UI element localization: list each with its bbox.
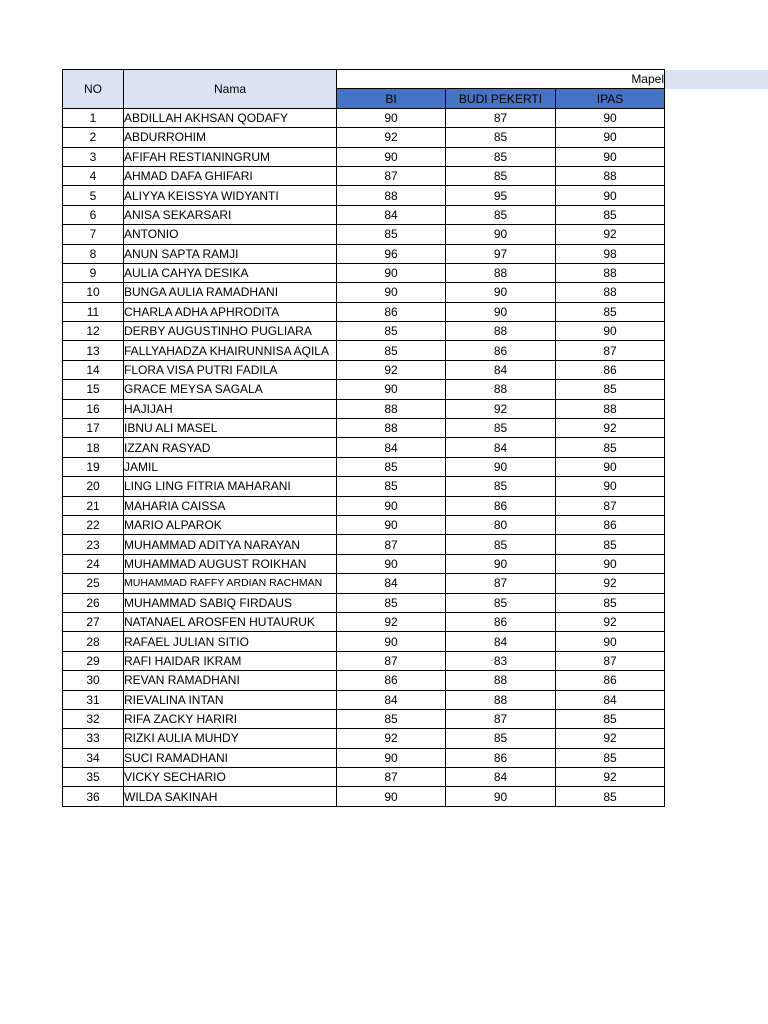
cell-ipas[interactable]: 92 (556, 612, 665, 631)
cell-budi-pekerti[interactable]: 85 (446, 535, 556, 554)
table-row (63, 380, 665, 399)
cell-nama[interactable]: RIFA ZACKY HARIRI (124, 709, 337, 728)
cell-ipas[interactable]: 87 (556, 341, 665, 360)
cell-budi-pekerti[interactable]: 85 (446, 128, 556, 147)
table-row (63, 729, 665, 748)
cell-bi[interactable]: 90 (337, 147, 446, 166)
cell-no[interactable]: 16 (63, 399, 124, 418)
cell-ipas[interactable]: 92 (556, 574, 665, 593)
cell-budi-pekerti[interactable]: 85 (446, 419, 556, 438)
cell-ipas[interactable]: 85 (556, 438, 665, 457)
cell-ipas[interactable]: 85 (556, 787, 665, 806)
cell-bi[interactable]: 90 (337, 515, 446, 534)
cell-bi[interactable]: 85 (337, 477, 446, 496)
cell-no[interactable]: 2 (63, 128, 124, 147)
cell-ipas[interactable]: 98 (556, 244, 665, 263)
cell-ipas[interactable]: 84 (556, 690, 665, 709)
table-row (63, 399, 665, 418)
cell-budi-pekerti[interactable]: 88 (446, 322, 556, 341)
header-row (63, 70, 665, 89)
cell-no[interactable]: 15 (63, 380, 124, 399)
table-row (63, 515, 665, 534)
cell-ipas[interactable]: 92 (556, 419, 665, 438)
cell-no[interactable]: 5 (63, 186, 124, 205)
cell-ipas[interactable]: 88 (556, 399, 665, 418)
cell-nama[interactable]: ABDILLAH AKHSAN QODAFY (124, 108, 337, 127)
cell-budi-pekerti[interactable]: 90 (446, 457, 556, 476)
cell-budi-pekerti[interactable]: 84 (446, 632, 556, 651)
cell-bi[interactable]: 90 (337, 108, 446, 127)
table-row (63, 205, 665, 224)
cell-ipas[interactable]: 88 (556, 283, 665, 302)
cell-no[interactable]: 27 (63, 612, 124, 631)
cell-budi-pekerti[interactable]: 80 (446, 515, 556, 534)
cell-ipas[interactable]: 90 (556, 632, 665, 651)
cell-nama[interactable]: ANTONIO (124, 225, 337, 244)
cell-bi[interactable]: 84 (337, 574, 446, 593)
table-row (63, 612, 665, 631)
cell-ipas[interactable]: 90 (556, 554, 665, 573)
cell-nama[interactable]: GRACE MEYSA SAGALA (124, 380, 337, 399)
cell-ipas[interactable]: 92 (556, 768, 665, 787)
cell-bi[interactable]: 96 (337, 244, 446, 263)
cell-no[interactable]: 18 (63, 438, 124, 457)
cell-budi-pekerti[interactable]: 84 (446, 768, 556, 787)
cell-bi[interactable]: 84 (337, 438, 446, 457)
header-mapel[interactable]: Mapel (337, 70, 665, 89)
cell-no[interactable]: 17 (63, 419, 124, 438)
cell-nama[interactable]: IZZAN RASYAD (124, 438, 337, 457)
cell-ipas[interactable]: 87 (556, 651, 665, 670)
cell-bi[interactable]: 90 (337, 554, 446, 573)
cell-bi[interactable]: 88 (337, 186, 446, 205)
cell-nama[interactable]: WILDA SAKINAH (124, 787, 337, 806)
cell-ipas[interactable]: 85 (556, 748, 665, 767)
cell-budi-pekerti[interactable]: 92 (446, 399, 556, 418)
score-table (62, 69, 665, 807)
cell-ipas[interactable]: 88 (556, 166, 665, 185)
cell-nama[interactable]: REVAN RAMADHANI (124, 671, 337, 690)
cell-bi[interactable]: 90 (337, 787, 446, 806)
cell-nama[interactable]: MUHAMMAD AUGUST ROIKHAN (124, 554, 337, 573)
header-no[interactable]: NO (63, 70, 124, 109)
mapel-header-extension (665, 70, 768, 89)
cell-budi-pekerti[interactable]: 86 (446, 496, 556, 515)
table-row (63, 768, 665, 787)
cell-no[interactable]: 13 (63, 341, 124, 360)
cell-no[interactable]: 23 (63, 535, 124, 554)
cell-nama[interactable]: MUHAMMAD SABIQ FIRDAUS (124, 593, 337, 612)
cell-nama[interactable]: RAFI HAIDAR IKRAM (124, 651, 337, 670)
cell-budi-pekerti[interactable]: 84 (446, 360, 556, 379)
cell-no[interactable]: 25 (63, 574, 124, 593)
cell-budi-pekerti[interactable]: 85 (446, 593, 556, 612)
cell-bi[interactable]: 86 (337, 671, 446, 690)
cell-no[interactable]: 29 (63, 651, 124, 670)
cell-bi[interactable]: 90 (337, 263, 446, 282)
cell-bi[interactable]: 90 (337, 283, 446, 302)
cell-budi-pekerti[interactable]: 85 (446, 477, 556, 496)
cell-budi-pekerti[interactable]: 86 (446, 341, 556, 360)
table-body (63, 108, 665, 806)
cell-ipas[interactable]: 92 (556, 225, 665, 244)
table-row (63, 341, 665, 360)
cell-ipas[interactable]: 88 (556, 263, 665, 282)
cell-nama[interactable]: FLORA VISA PUTRI FADILA (124, 360, 337, 379)
table-row (63, 554, 665, 573)
cell-no[interactable]: 9 (63, 263, 124, 282)
cell-no[interactable]: 22 (63, 515, 124, 534)
table-row (63, 709, 665, 728)
cell-budi-pekerti[interactable]: 84 (446, 438, 556, 457)
cell-bi[interactable]: 88 (337, 419, 446, 438)
cell-bi[interactable]: 92 (337, 612, 446, 631)
cell-nama[interactable]: VICKY SECHARIO (124, 768, 337, 787)
table-row (63, 574, 665, 593)
cell-budi-pekerti[interactable]: 90 (446, 302, 556, 321)
cell-bi[interactable]: 92 (337, 128, 446, 147)
cell-no[interactable]: 14 (63, 360, 124, 379)
cell-bi[interactable]: 85 (337, 709, 446, 728)
cell-budi-pekerti[interactable]: 97 (446, 244, 556, 263)
cell-no[interactable]: 31 (63, 690, 124, 709)
table-row (63, 147, 665, 166)
cell-nama[interactable]: HAJIJAH (124, 399, 337, 418)
cell-nama[interactable]: MUHAMMAD RAFFY ARDIAN RACHMAN (124, 574, 337, 593)
table-row (63, 166, 665, 185)
table-row (63, 225, 665, 244)
cell-bi[interactable]: 87 (337, 535, 446, 554)
cell-no[interactable]: 28 (63, 632, 124, 651)
cell-ipas[interactable]: 90 (556, 457, 665, 476)
cell-ipas[interactable]: 92 (556, 729, 665, 748)
header-ipas[interactable]: IPAS (556, 89, 665, 108)
cell-bi[interactable]: 85 (337, 593, 446, 612)
cell-bi[interactable]: 92 (337, 360, 446, 379)
cell-budi-pekerti[interactable]: 86 (446, 612, 556, 631)
header-nama[interactable]: Nama (124, 70, 337, 109)
table-row (63, 748, 665, 767)
cell-ipas[interactable]: 85 (556, 535, 665, 554)
table-row (63, 128, 665, 147)
cell-budi-pekerti[interactable]: 95 (446, 186, 556, 205)
cell-no[interactable]: 6 (63, 205, 124, 224)
cell-ipas[interactable]: 86 (556, 671, 665, 690)
table-row (63, 322, 665, 341)
table-row (63, 302, 665, 321)
cell-budi-pekerti[interactable]: 85 (446, 729, 556, 748)
table-row (63, 108, 665, 127)
cell-nama[interactable]: MUHAMMAD ADITYA NARAYAN (124, 535, 337, 554)
cell-ipas[interactable]: 85 (556, 205, 665, 224)
cell-nama[interactable]: ANUN SAPTA RAMJI (124, 244, 337, 263)
cell-bi[interactable]: 90 (337, 632, 446, 651)
table-row (63, 690, 665, 709)
cell-ipas[interactable]: 90 (556, 128, 665, 147)
cell-bi[interactable]: 85 (337, 225, 446, 244)
cell-no[interactable]: 4 (63, 166, 124, 185)
cell-budi-pekerti[interactable]: 87 (446, 574, 556, 593)
cell-nama[interactable]: ANISA SEKARSARI (124, 205, 337, 224)
cell-bi[interactable]: 87 (337, 166, 446, 185)
cell-no[interactable]: 30 (63, 671, 124, 690)
cell-no[interactable]: 32 (63, 709, 124, 728)
cell-ipas[interactable]: 87 (556, 496, 665, 515)
table-row (63, 787, 665, 806)
cell-ipas[interactable]: 90 (556, 322, 665, 341)
cell-bi[interactable]: 92 (337, 729, 446, 748)
cell-nama[interactable]: LING LING FITRIA MAHARANI (124, 477, 337, 496)
cell-bi[interactable]: 88 (337, 399, 446, 418)
cell-ipas[interactable]: 85 (556, 380, 665, 399)
cell-budi-pekerti[interactable]: 86 (446, 748, 556, 767)
cell-nama[interactable]: AULIA CAHYA DESIKA (124, 263, 337, 282)
cell-nama[interactable]: AFIFAH RESTIANINGRUM (124, 147, 337, 166)
cell-no[interactable]: 3 (63, 147, 124, 166)
table-row (63, 186, 665, 205)
cell-budi-pekerti[interactable]: 90 (446, 554, 556, 573)
cell-budi-pekerti[interactable]: 83 (446, 651, 556, 670)
cell-no[interactable]: 20 (63, 477, 124, 496)
cell-budi-pekerti[interactable]: 87 (446, 709, 556, 728)
cell-no[interactable]: 8 (63, 244, 124, 263)
header-budi-pekerti[interactable]: BUDI PEKERTI (446, 89, 556, 108)
table-row (63, 244, 665, 263)
table-row (63, 671, 665, 690)
header-bi[interactable]: BI (337, 89, 446, 108)
cell-budi-pekerti[interactable]: 88 (446, 690, 556, 709)
cell-no[interactable]: 12 (63, 322, 124, 341)
table-row (63, 283, 665, 302)
cell-bi[interactable]: 85 (337, 322, 446, 341)
table-row (63, 496, 665, 515)
cell-nama[interactable]: MAHARIA CAISSA (124, 496, 337, 515)
cell-nama[interactable]: ABDURROHIM (124, 128, 337, 147)
cell-nama[interactable]: ALIYYA KEISSYA WIDYANTI (124, 186, 337, 205)
cell-bi[interactable]: 86 (337, 302, 446, 321)
cell-budi-pekerti[interactable]: 85 (446, 166, 556, 185)
cell-budi-pekerti[interactable]: 87 (446, 108, 556, 127)
cell-budi-pekerti[interactable]: 90 (446, 225, 556, 244)
cell-nama[interactable]: RIZKI AULIA MUHDY (124, 729, 337, 748)
score-sheet (62, 69, 665, 807)
cell-no[interactable]: 34 (63, 748, 124, 767)
cell-nama[interactable]: MARIO ALPAROK (124, 515, 337, 534)
cell-ipas[interactable]: 90 (556, 108, 665, 127)
table-row (63, 438, 665, 457)
cell-budi-pekerti[interactable]: 85 (446, 205, 556, 224)
cell-bi[interactable]: 87 (337, 651, 446, 670)
cell-nama[interactable]: NATANAEL AROSFEN HUTAURUK (124, 612, 337, 631)
cell-ipas[interactable]: 85 (556, 709, 665, 728)
cell-no[interactable]: 19 (63, 457, 124, 476)
table-row (63, 419, 665, 438)
cell-no[interactable]: 11 (63, 302, 124, 321)
cell-ipas[interactable]: 86 (556, 515, 665, 534)
cell-budi-pekerti[interactable]: 85 (446, 147, 556, 166)
cell-nama[interactable]: RAFAEL JULIAN SITIO (124, 632, 337, 651)
cell-ipas[interactable]: 85 (556, 593, 665, 612)
table-row (63, 632, 665, 651)
table-row (63, 360, 665, 379)
cell-nama[interactable]: SUCI RAMADHANI (124, 748, 337, 767)
cell-budi-pekerti[interactable]: 88 (446, 263, 556, 282)
cell-budi-pekerti[interactable]: 90 (446, 787, 556, 806)
cell-nama[interactable]: BUNGA AULIA RAMADHANI (124, 283, 337, 302)
cell-bi[interactable]: 90 (337, 380, 446, 399)
cell-bi[interactable]: 90 (337, 496, 446, 515)
cell-nama[interactable]: DERBY AUGUSTINHO PUGLIARA (124, 322, 337, 341)
cell-no[interactable]: 7 (63, 225, 124, 244)
cell-bi[interactable]: 84 (337, 205, 446, 224)
cell-ipas[interactable]: 90 (556, 186, 665, 205)
cell-ipas[interactable]: 86 (556, 360, 665, 379)
table-row (63, 593, 665, 612)
cell-nama[interactable]: FALLYAHADZA KHAIRUNNISA AQILA (124, 341, 337, 360)
cell-budi-pekerti[interactable]: 88 (446, 380, 556, 399)
cell-ipas[interactable]: 85 (556, 302, 665, 321)
table-row (63, 651, 665, 670)
table-row (63, 263, 665, 282)
cell-budi-pekerti[interactable]: 90 (446, 283, 556, 302)
table-row (63, 535, 665, 554)
cell-nama[interactable]: AHMAD DAFA GHIFARI (124, 166, 337, 185)
cell-ipas[interactable]: 90 (556, 147, 665, 166)
cell-bi[interactable]: 87 (337, 768, 446, 787)
table-row (63, 477, 665, 496)
cell-nama[interactable]: RIEVALINA INTAN (124, 690, 337, 709)
cell-bi[interactable]: 85 (337, 341, 446, 360)
cell-no[interactable]: 10 (63, 283, 124, 302)
cell-no[interactable]: 21 (63, 496, 124, 515)
cell-nama[interactable]: CHARLA ADHA APHRODITA (124, 302, 337, 321)
cell-no[interactable]: 35 (63, 768, 124, 787)
table-row (63, 457, 665, 476)
cell-no[interactable]: 1 (63, 108, 124, 127)
cell-bi[interactable]: 84 (337, 690, 446, 709)
cell-no[interactable]: 36 (63, 787, 124, 806)
cell-bi[interactable]: 90 (337, 748, 446, 767)
cell-no[interactable]: 26 (63, 593, 124, 612)
cell-nama[interactable]: IBNU ALI MASEL (124, 419, 337, 438)
cell-nama[interactable]: JAMIL (124, 457, 337, 476)
cell-no[interactable]: 24 (63, 554, 124, 573)
cell-budi-pekerti[interactable]: 88 (446, 671, 556, 690)
cell-ipas[interactable]: 90 (556, 477, 665, 496)
cell-no[interactable]: 33 (63, 729, 124, 748)
cell-bi[interactable]: 85 (337, 457, 446, 476)
